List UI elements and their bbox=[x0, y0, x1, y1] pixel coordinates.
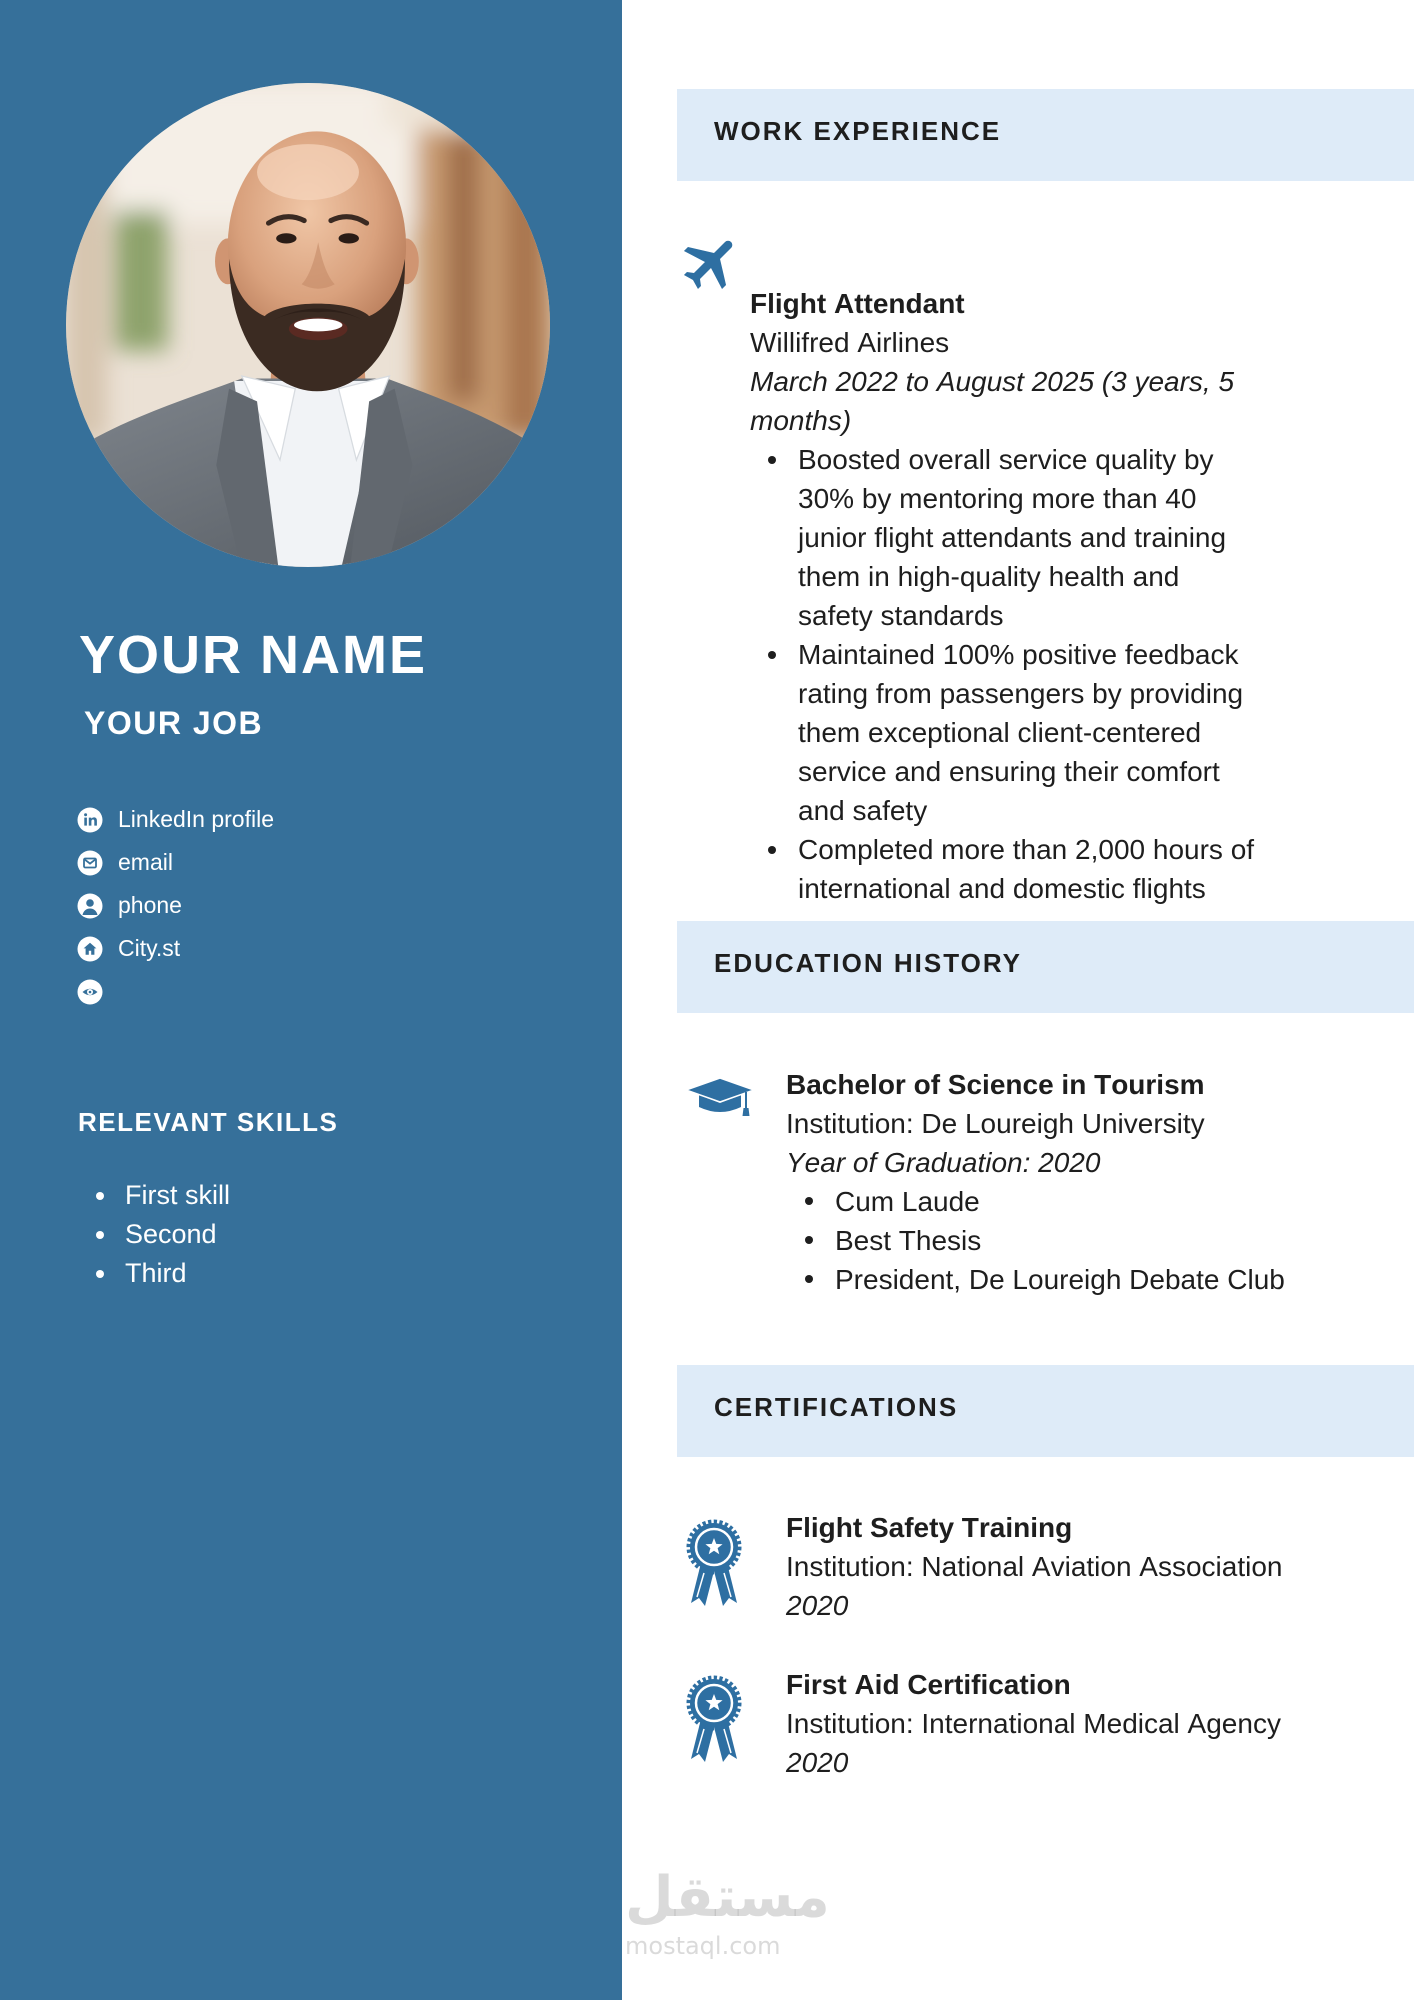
certification-title: Flight Safety Training bbox=[786, 1511, 1073, 1543]
section-title: CERTIFICATIONS bbox=[714, 1392, 959, 1422]
work-entry bbox=[750, 284, 1270, 908]
contact-phone[interactable] bbox=[77, 884, 274, 927]
skills-list bbox=[86, 1176, 230, 1293]
contact-label: LinkedIn profile bbox=[118, 806, 274, 832]
list-item: Boosted overall service quality by 30% by mentoring more than 40 junior flight attendants and training them in high-quality health and safety standards bbox=[798, 440, 1258, 635]
award-ribbon-icon bbox=[684, 1675, 744, 1763]
contact-city[interactable] bbox=[77, 927, 274, 970]
certification-year: 2020 bbox=[786, 1746, 849, 1778]
contact-list bbox=[77, 798, 274, 1013]
institution-name: Institution: De Loureigh University bbox=[786, 1107, 1205, 1139]
contact-label: City.st bbox=[118, 935, 181, 961]
list-item: Second bbox=[86, 1215, 230, 1254]
contact-linkedin[interactable] bbox=[77, 798, 274, 841]
list-item: Maintained 100% positive feedback rating from passengers by providing them exceptional client-centered service and ensuring their comfort and safety bbox=[798, 635, 1258, 830]
certifications-header bbox=[677, 1365, 1414, 1457]
certification-entry bbox=[786, 1508, 1386, 1625]
section-title: WORK EXPERIENCE bbox=[714, 116, 1002, 146]
home-icon bbox=[77, 936, 103, 962]
list-item: Completed more than 2,000 hours of international and domestic flights bbox=[798, 830, 1258, 908]
linkedin-icon bbox=[77, 807, 103, 833]
email-icon bbox=[77, 850, 103, 876]
job-position: Flight Attendant bbox=[750, 288, 965, 319]
certification-title: First Aid Certification bbox=[786, 1668, 1071, 1700]
full-name: YOUR NAME bbox=[79, 625, 428, 685]
sidebar bbox=[0, 0, 622, 2000]
list-item: Cum Laude bbox=[835, 1182, 1386, 1221]
education-entry bbox=[786, 1065, 1386, 1299]
watermark-logo: مستقل bbox=[625, 1865, 830, 1930]
eye-icon bbox=[77, 979, 103, 1005]
education-header bbox=[677, 921, 1414, 1013]
list-item: Best Thesis bbox=[835, 1221, 1386, 1260]
institution-name: Institution: National Aviation Association bbox=[786, 1550, 1283, 1582]
achievement-list bbox=[750, 440, 1270, 908]
employment-dates: March 2022 to August 2025 (3 years, 5 months) bbox=[750, 366, 1235, 436]
company-name: Willifred Airlines bbox=[750, 327, 950, 358]
section-title: EDUCATION HISTORY bbox=[714, 948, 1022, 978]
list-item: President, De Loureigh Debate Club bbox=[835, 1260, 1386, 1299]
job-title: YOUR JOB bbox=[84, 705, 264, 741]
degree-title: Bachelor of Science in Tourism bbox=[786, 1068, 1205, 1100]
list-item: First skill bbox=[86, 1176, 230, 1215]
profile-photo bbox=[66, 83, 550, 567]
award-ribbon-icon bbox=[684, 1519, 744, 1607]
contact-email[interactable] bbox=[77, 841, 274, 884]
skills-heading: RELEVANT SKILLS bbox=[78, 1107, 339, 1137]
honors-list bbox=[786, 1182, 1386, 1299]
list-item: Third bbox=[86, 1254, 230, 1293]
contact-label: email bbox=[118, 849, 173, 875]
certification-entry bbox=[786, 1665, 1386, 1782]
contact-extra[interactable] bbox=[77, 970, 274, 1013]
user-icon bbox=[77, 893, 103, 919]
contact-label: phone bbox=[118, 892, 182, 918]
work-experience-header bbox=[677, 89, 1414, 181]
airplane-icon bbox=[678, 229, 746, 297]
watermark-url: mostaql.com bbox=[625, 1932, 781, 1960]
certification-year: 2020 bbox=[786, 1589, 849, 1621]
graduation-year: Year of Graduation: 2020 bbox=[786, 1146, 1101, 1178]
institution-name: Institution: International Medical Agency bbox=[786, 1707, 1281, 1739]
graduation-cap-icon bbox=[684, 1076, 756, 1120]
